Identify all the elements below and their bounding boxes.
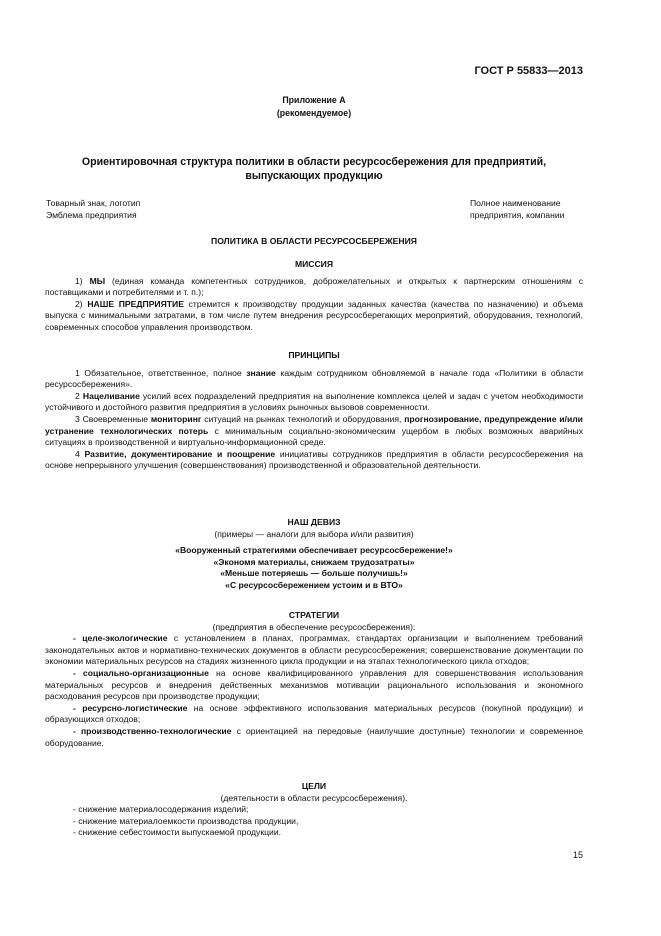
goal-item: - снижение себестоимости выпускаемой продукции. bbox=[73, 827, 282, 838]
mission-paragraph-1 bbox=[45, 276, 583, 299]
company-name-block bbox=[470, 198, 564, 222]
motto-heading: НАШ ДЕВИЗ bbox=[287, 517, 341, 527]
principles-section bbox=[45, 350, 583, 472]
principles-paragraph-1 bbox=[45, 368, 583, 391]
title-line-2: выпускающих продукцию bbox=[245, 169, 383, 182]
motto-section bbox=[45, 517, 583, 592]
principles-p4-text-b: инициативы сотрудников предприятия в области ресурсосбережения на основе непрерывного улучшения (совершенствования) производственной и образовательной деятельности. bbox=[45, 448, 583, 471]
principles-p4-bold: Развитие, документирование и поощрение bbox=[84, 448, 276, 459]
trademark-line-1: Товарный знак, логотип bbox=[46, 198, 141, 208]
mission-p1-prefix: 1) bbox=[75, 275, 90, 286]
annex-heading bbox=[45, 94, 583, 120]
page-number: 15 bbox=[572, 850, 583, 860]
principles-p3-bold-1: мониторинг bbox=[150, 413, 202, 424]
mission-p1-bold: МЫ bbox=[89, 275, 106, 286]
strategy-2-bold: - социально-организационные bbox=[73, 667, 209, 678]
motto-line: «Экономя материалы, снижаем трудозатраты» bbox=[213, 556, 415, 567]
trademark-block bbox=[46, 198, 140, 222]
annex-note: (рекомендуемое) bbox=[276, 107, 352, 118]
title-line-1: Ориентировочная структура политики в области ресурсосбережения для предприятий, bbox=[81, 156, 547, 168]
mission-section bbox=[45, 259, 583, 334]
goal-item: - снижение материалосодержания изделий; bbox=[73, 804, 249, 815]
strategy-3-bold: - ресурсно-логистические bbox=[73, 702, 188, 713]
principles-p3-bold-2: прогнозирование, предупреждение и/или устранение технологических потерь bbox=[45, 413, 583, 436]
mission-p2-prefix: 2) bbox=[75, 298, 88, 309]
goals-heading: ЦЕЛИ bbox=[301, 781, 327, 791]
strategy-item-4 bbox=[45, 726, 583, 749]
strategy-item-3 bbox=[45, 703, 583, 726]
principles-p2-bold: Нацеливание bbox=[82, 390, 140, 401]
trademark-line-2: Эмблема предприятия bbox=[46, 209, 137, 220]
goals-subtitle: (деятельности в области ресурсосбережения). bbox=[220, 792, 408, 803]
mission-p2-text: стремится к производству продукции заданных качества (качества по назначению) и объема выпуска с минимальными затратами, в том числе путем внедрения ресурсосберегающих мероприятий, оборудования, технологий, современных способов управления производством. bbox=[45, 298, 584, 332]
principles-paragraph-2 bbox=[45, 391, 583, 414]
goals-section bbox=[45, 781, 583, 839]
principles-paragraph-3 bbox=[45, 414, 583, 449]
company-line-2: предприятия, компании bbox=[470, 209, 565, 220]
strategy-item-1 bbox=[45, 633, 583, 668]
annex-title: Приложение А bbox=[282, 95, 346, 105]
motto-subtitle: (примеры — аналоги для выбора и/или развития) bbox=[214, 528, 414, 539]
goal-item: - снижение материалоемкости производства продукции, bbox=[73, 815, 299, 826]
principles-p1-text-a: 1 Обязательное, ответственное, полное bbox=[75, 367, 247, 378]
mission-heading: МИССИЯ bbox=[294, 259, 334, 269]
company-line-1: Полное наименование bbox=[470, 198, 561, 208]
mission-p1-text: (единая команда компетентных сотрудников, доброжелательных и открытых к партнерским отношениям с поставщиками и потребителями и т. п.); bbox=[45, 275, 583, 298]
strategies-subtitle: (предприятия в обеспечение ресурсосбережения): bbox=[212, 621, 416, 632]
motto-line: «С ресурсосбережением устоим и в ВТО» bbox=[225, 579, 403, 590]
principles-p1-text-b: каждым сотрудником обновляемой в начале года «Политики в области ресурсосбережения». bbox=[45, 367, 583, 390]
policy-heading: ПОЛИТИКА В ОБЛАСТИ РЕСУРСОСБЕРЕЖЕНИЯ bbox=[211, 236, 417, 246]
motto-line: «Вооруженный стратегиями обеспечивает ресурсосбережение!» bbox=[175, 545, 453, 556]
principles-p3-text-b: ситуаций на рынках технологий и оборудования, bbox=[201, 413, 405, 424]
strategies-section bbox=[45, 610, 583, 749]
standard-number: ГОСТ Р 55833—2013 bbox=[474, 65, 583, 77]
principles-heading: ПРИНЦИПЫ bbox=[288, 350, 340, 360]
principles-p4-text-a: 4 bbox=[75, 448, 85, 459]
strategies-heading: СТРАТЕГИИ bbox=[288, 610, 340, 620]
strategy-item-2 bbox=[45, 668, 583, 703]
strategy-4-text: с ориентацией на передовые (наилучшие доступные) технологии и современное оборудование. bbox=[45, 725, 583, 748]
document-title bbox=[45, 156, 583, 184]
principles-p1-bold: знание bbox=[246, 367, 276, 378]
strategy-3-text: на основе эффективного использования материальных ресурсов (покупной продукции) и образующихся отходов; bbox=[45, 702, 584, 725]
principles-p3-text-c: с минимальным социально-экономическим ущербом в любых возможных аварийных ситуациях в производственной и виртуально-информационной среде. bbox=[45, 425, 583, 448]
motto-list bbox=[45, 545, 583, 591]
principles-paragraph-4 bbox=[45, 449, 583, 472]
principles-p2-text-b: усилий всех подразделений предприятия на выполнение комплекса целей и задач с учетом необходимости устойчивого и достойного развития предприятия в условиях рыночных вызовов современности. bbox=[45, 390, 583, 413]
principles-p3-text-a: 3 Своевременные bbox=[75, 413, 151, 424]
principles-p2-text-a: 2 bbox=[75, 390, 83, 401]
mission-p2-bold: НАШЕ ПРЕДПРИЯТИЕ bbox=[87, 298, 184, 309]
strategy-1-text: с установлением в планах, программах, стандартах организации и выполнением требований законодательных актов и нормативно-технических документов в области ресурсосбережения; совершенствование документации по экономии материальных ресурсов на стадиях жизненного цикла продукции и на этапах технологического цикла отходов; bbox=[45, 633, 583, 667]
mission-paragraph-2 bbox=[45, 299, 583, 334]
strategy-1-bold: - целе-экологические bbox=[73, 633, 168, 644]
motto-line: «Меньше потеряешь — больше получишь!» bbox=[220, 568, 408, 579]
strategy-2-text: на основе квалифицированного управления для совершенствования использования материальных ресурсов и внедрения действенных механизмов мотивации рационального использования и экономного расходования ресурсов при производстве продукции; bbox=[45, 667, 583, 702]
strategy-4-bold: - производственно-технологические bbox=[73, 725, 232, 736]
